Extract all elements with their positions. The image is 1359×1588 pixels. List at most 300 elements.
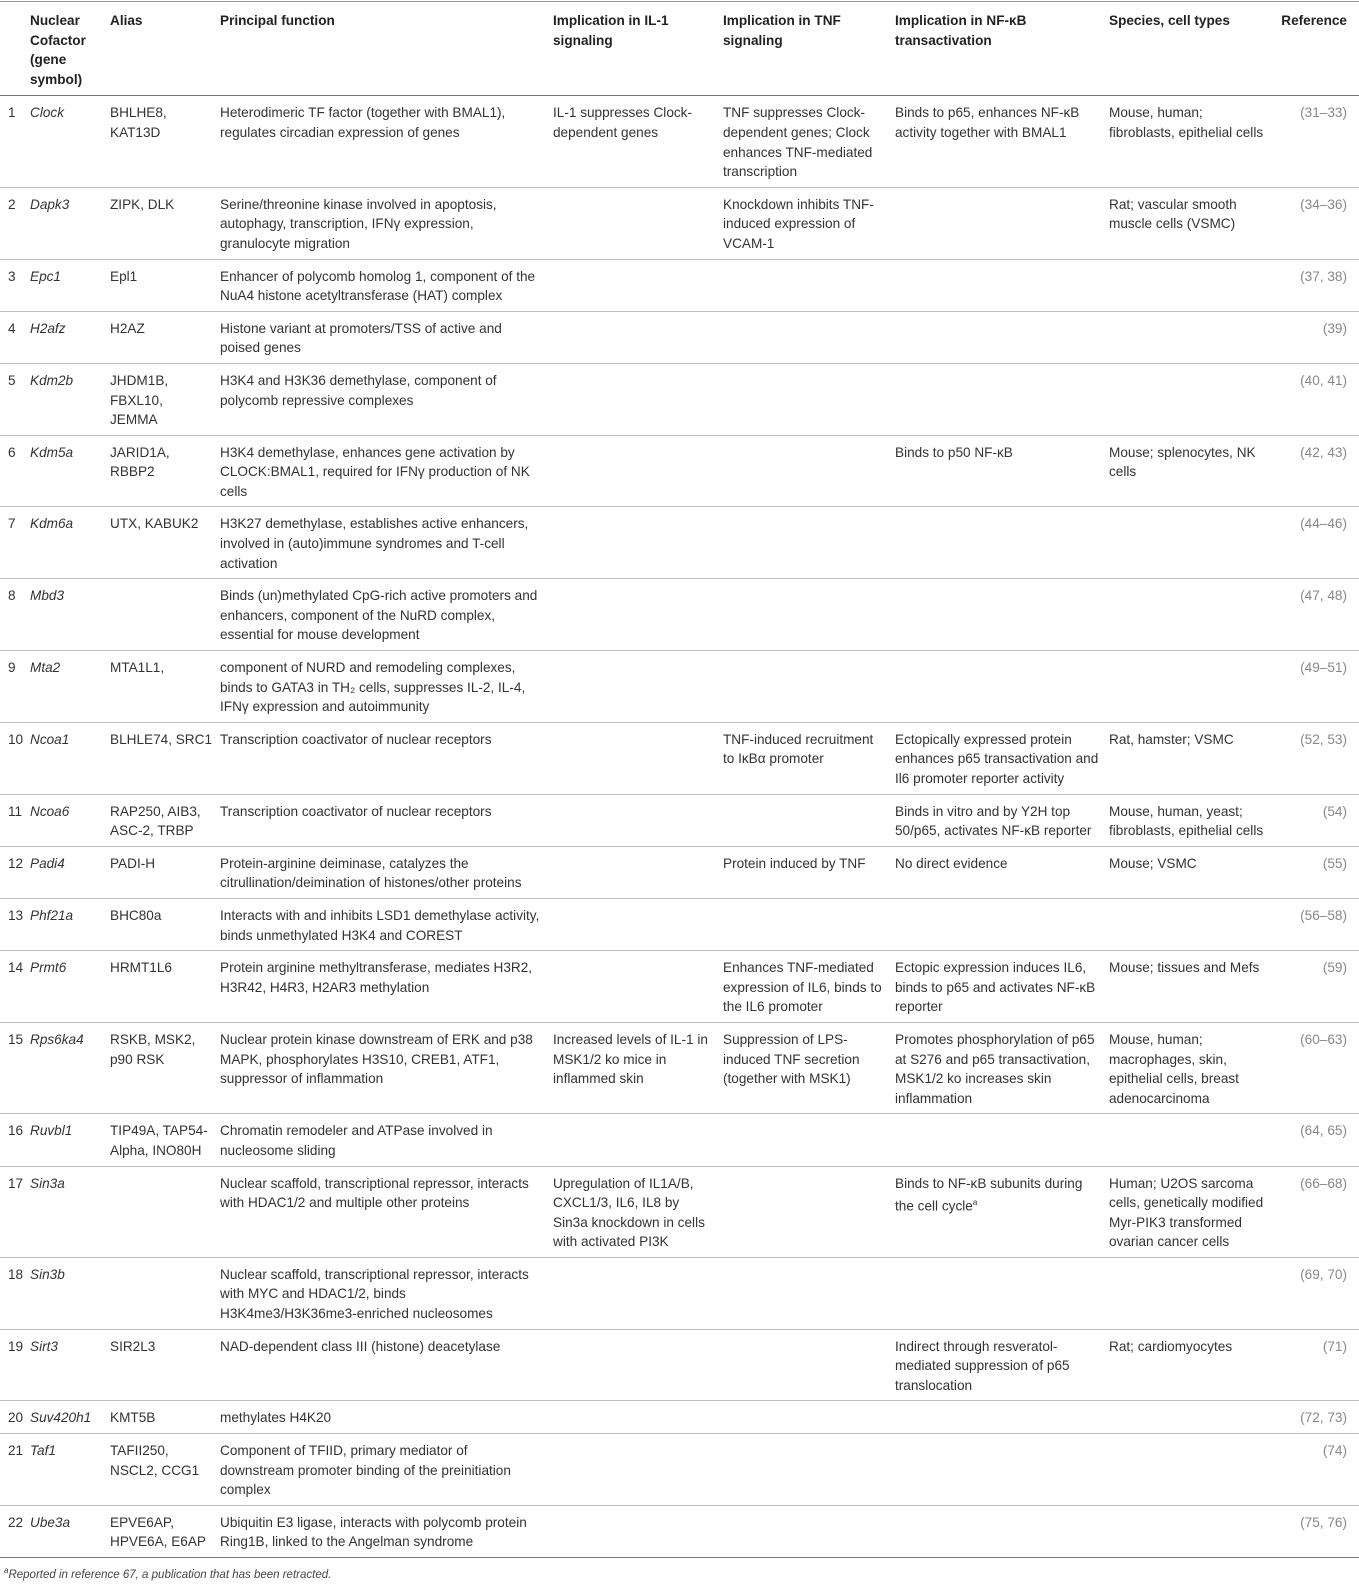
function-cell: [216, 1257, 549, 1329]
alias-cell-text: RAP250, AIB3, ASC-2, TRBP: [110, 803, 201, 839]
row-number-text: 3: [8, 268, 16, 284]
reference-cell-text: (52, 53): [1300, 731, 1347, 747]
nfkb-cell: [891, 507, 1105, 579]
species-cell: [1105, 951, 1268, 1023]
alias-cell: [106, 259, 216, 311]
nfkb-cell: [891, 1166, 1105, 1257]
reference-cell-text: (59): [1322, 960, 1347, 976]
function-cell-text: H3K27 demethylase, establishes active enhancers, involved in (auto)immune syndromes and T-cell activation: [220, 516, 529, 571]
row-number: [0, 96, 26, 187]
gene-symbol-text: Phf21a: [30, 907, 74, 923]
alias-cell: [106, 579, 216, 651]
function-cell: [216, 951, 549, 1023]
species-cell: [1105, 1505, 1268, 1557]
function-cell: [216, 846, 549, 898]
reference-cell-text: (39): [1322, 320, 1347, 336]
reference-cell: [1268, 794, 1359, 846]
function-cell-text: Chromatin remodeler and ATPase involved in nucleosome sliding: [220, 1123, 493, 1158]
il1-cell: [549, 259, 719, 311]
gene-symbol: [26, 1434, 106, 1506]
row-number-text: 9: [8, 660, 16, 676]
species-cell: [1105, 435, 1268, 507]
reference-cell-text: (42, 43): [1300, 444, 1347, 460]
function-cell: [216, 363, 549, 435]
tnf-cell: [719, 311, 891, 363]
reference-cell: [1268, 722, 1359, 794]
gene-symbol: [26, 651, 106, 723]
reference-cell-text: (54): [1322, 803, 1347, 819]
gene-symbol: [26, 1505, 106, 1557]
gene-symbol: [26, 898, 106, 950]
nfkb-cell-text: Ectopic expression induces IL6, binds to p65 and activates NF-κB reporter: [895, 960, 1096, 1015]
function-cell-text: Ubiquitin E3 ligase, interacts with polycomb protein Ring1B, linked to the Angelman syndrome: [220, 1514, 527, 1550]
reference-cell: [1268, 435, 1359, 507]
row-number-text: 8: [8, 588, 16, 604]
species-cell: [1105, 1401, 1268, 1434]
nfkb-cell: [891, 363, 1105, 435]
tnf-cell: [719, 507, 891, 579]
function-cell: [216, 794, 549, 846]
alias-cell-text: BHC80a: [110, 907, 162, 923]
gene-symbol: [26, 579, 106, 651]
function-cell: [216, 1022, 549, 1113]
tnf-cell-text: Suppression of LPS-induced TNF secretion (together with MSK1): [723, 1031, 860, 1087]
tnf-cell: [719, 1401, 891, 1434]
function-cell-text: Protein arginine methyltransferase, mediates H3R2, H3R42, H4R3, H2AR3 methylation: [220, 960, 533, 995]
gene-symbol-text: Taf1: [30, 1443, 56, 1459]
row-number-text: 16: [8, 1123, 24, 1139]
table-row: [0, 363, 1359, 435]
species-cell-text: Mouse, human; macrophages, skin, epithelial cells, breast adenocarcinoma: [1109, 1031, 1239, 1106]
il1-cell: [549, 1114, 719, 1166]
nfkb-cell: [891, 187, 1105, 259]
gene-symbol-text: Sin3a: [30, 1175, 65, 1191]
reference-cell-text: (31–33): [1300, 105, 1347, 121]
function-cell-text: Interacts with and inhibits LSD1 demethylase activity, binds unmethylated H3K4 and COREST: [220, 907, 540, 943]
alias-cell: [106, 435, 216, 507]
gene-symbol: [26, 1022, 106, 1113]
species-cell: [1105, 1166, 1268, 1257]
header-species: Species, cell types: [1105, 2, 1268, 96]
header-tnf: Implication in TNF signaling: [719, 2, 891, 96]
gene-symbol: [26, 435, 106, 507]
alias-cell: [106, 507, 216, 579]
species-cell: [1105, 651, 1268, 723]
header-alias: Alias: [106, 2, 216, 96]
table-row: [0, 898, 1359, 950]
il1-cell: [549, 1257, 719, 1329]
table-row: [0, 651, 1359, 723]
il1-cell: [549, 579, 719, 651]
gene-symbol: [26, 1401, 106, 1434]
reference-cell: [1268, 187, 1359, 259]
alias-cell: [106, 1166, 216, 1257]
table-row: [0, 1166, 1359, 1257]
reference-cell-text: (60–63): [1300, 1031, 1347, 1047]
reference-cell-text: (49–51): [1300, 660, 1347, 676]
function-cell: [216, 435, 549, 507]
species-cell: [1105, 898, 1268, 950]
il1-cell: [549, 722, 719, 794]
reference-cell-text: (34–36): [1300, 196, 1347, 212]
gene-symbol-text: Sin3b: [30, 1266, 65, 1282]
gene-symbol: [26, 1114, 106, 1166]
row-number-text: 11: [8, 803, 23, 819]
nfkb-cell: [891, 951, 1105, 1023]
il1-cell: [549, 898, 719, 950]
alias-cell-text: TAFII250, NSCL2, CCG1: [110, 1443, 200, 1478]
alias-cell: [106, 794, 216, 846]
species-cell-text: Mouse; tissues and Mefs: [1109, 960, 1260, 976]
tnf-cell: [719, 579, 891, 651]
nfkb-cell: [891, 1257, 1105, 1329]
row-number-text: 17: [8, 1175, 24, 1191]
alias-cell-text: Epl1: [110, 268, 138, 284]
gene-symbol-text: Dapk3: [30, 196, 70, 212]
il1-cell: [549, 1329, 719, 1401]
row-number: [0, 651, 26, 723]
gene-symbol: [26, 507, 106, 579]
reference-cell-text: (40, 41): [1300, 372, 1347, 388]
row-number-text: 22: [8, 1514, 24, 1530]
reference-cell-text: (69, 70): [1300, 1266, 1347, 1282]
alias-cell: [106, 1434, 216, 1506]
row-number: [0, 722, 26, 794]
species-cell-text: Mouse, human, yeast; fibroblasts, epithelial cells: [1109, 803, 1264, 839]
species-cell-text: Rat, hamster; VSMC: [1109, 731, 1234, 747]
function-cell: [216, 898, 549, 950]
gene-symbol-text: Ncoa1: [30, 731, 70, 747]
row-number-text: 6: [8, 444, 16, 460]
il1-cell: [549, 96, 719, 187]
gene-symbol: [26, 722, 106, 794]
header-nfkb: Implication in NF-κB transactivation: [891, 2, 1105, 96]
species-cell: [1105, 794, 1268, 846]
il1-cell: [549, 435, 719, 507]
table-row: [0, 311, 1359, 363]
function-cell-text: H3K4 demethylase, enhances gene activation by CLOCK:BMAL1, required for IFNγ production of NK cells: [220, 444, 530, 499]
gene-symbol: [26, 951, 106, 1023]
tnf-cell: [719, 722, 891, 794]
tnf-cell: [719, 1434, 891, 1506]
species-cell: [1105, 507, 1268, 579]
tnf-cell: [719, 1329, 891, 1401]
reference-cell-text: (55): [1322, 855, 1347, 871]
tnf-cell: [719, 1114, 891, 1166]
function-cell-text: Nuclear scaffold, transcriptional repressor, interacts with MYC and HDAC1/2, binds H3K4me3/H3K36me3-enriched nucleosomes: [220, 1266, 529, 1322]
row-number: [0, 579, 26, 651]
row-number-text: 13: [8, 907, 24, 923]
nfkb-cell: [891, 259, 1105, 311]
alias-cell-text: MTA1L1,: [110, 660, 165, 676]
reference-cell: [1268, 363, 1359, 435]
function-cell-text: NAD-dependent class III (histone) deacetylase: [220, 1338, 501, 1354]
reference-cell: [1268, 579, 1359, 651]
species-cell: [1105, 1329, 1268, 1401]
gene-symbol: [26, 187, 106, 259]
species-cell-text: Mouse, human; fibroblasts, epithelial cells: [1109, 105, 1264, 140]
document-page: [0, 1, 1359, 1588]
gene-symbol: [26, 846, 106, 898]
il1-cell: [549, 1434, 719, 1506]
table-row: [0, 579, 1359, 651]
gene-symbol-text: Kdm5a: [30, 444, 74, 460]
row-number-text: 21: [8, 1443, 24, 1459]
row-number-text: 10: [8, 731, 24, 747]
row-number-text: 15: [8, 1031, 24, 1047]
alias-cell-text: H2AZ: [110, 320, 145, 336]
function-cell-text: Nuclear scaffold, transcriptional repressor, interacts with HDAC1/2 and multiple other proteins: [220, 1175, 529, 1211]
nfkb-cell-text: Ectopically expressed protein enhances p65 transactivation and Il6 promoter reporter activity: [895, 731, 1099, 786]
gene-symbol-text: Rps6ka4: [30, 1031, 84, 1047]
nfkb-cell: [891, 1022, 1105, 1113]
nfkb-cell-text: Indirect through resveratol-mediated suppression of p65 translocation: [895, 1338, 1070, 1393]
function-cell: [216, 507, 549, 579]
function-cell-text: Heterodimeric TF factor (together with BMAL1), regulates circadian expression of genes: [220, 105, 506, 140]
table-row: [0, 1257, 1359, 1329]
function-cell: [216, 1114, 549, 1166]
row-number-text: 18: [8, 1266, 24, 1282]
table-body: [0, 96, 1359, 1558]
species-cell: [1105, 722, 1268, 794]
alias-cell: [106, 96, 216, 187]
row-number: [0, 1022, 26, 1113]
row-number-text: 2: [8, 196, 16, 212]
function-cell: [216, 96, 549, 187]
function-cell-text: methylates H4K20: [220, 1410, 332, 1426]
table-row: [0, 1114, 1359, 1166]
tnf-cell: [719, 259, 891, 311]
species-cell: [1105, 187, 1268, 259]
nfkb-cell: [891, 1505, 1105, 1557]
species-cell: [1105, 579, 1268, 651]
reference-cell-text: (71): [1322, 1338, 1347, 1354]
alias-cell-text: RSKB, MSK2, p90 RSK: [110, 1031, 196, 1067]
il1-cell: [549, 651, 719, 723]
table-row: [0, 435, 1359, 507]
row-number-text: 1: [8, 105, 16, 121]
il1-cell-text: Increased levels of IL-1 in MSK1/2 ko mice in inflammed skin: [553, 1031, 708, 1087]
footnote-text: Reported in reference 67, a publication that has been retracted.: [8, 1568, 332, 1581]
reference-cell-text: (44–46): [1300, 516, 1347, 532]
alias-cell-text: SIR2L3: [110, 1338, 156, 1354]
table-header-row: [0, 2, 1359, 96]
row-number: [0, 363, 26, 435]
gene-symbol: [26, 1166, 106, 1257]
tnf-cell: [719, 96, 891, 187]
alias-cell: [106, 187, 216, 259]
alias-cell-text: JHDM1B, FBXL10, JEMMA: [110, 372, 169, 428]
species-cell: [1105, 363, 1268, 435]
reference-cell: [1268, 1401, 1359, 1434]
species-cell-text: Human; U2OS sarcoma cells, genetically modified Myr-PIK3 transformed ovarian cancer cells: [1109, 1175, 1264, 1250]
nfkb-cell-text: Binds to NF-κB subunits during the cell cycle: [895, 1175, 1083, 1214]
tnf-cell-text: Knockdown inhibits TNF-induced expression of VCAM-1: [723, 196, 874, 251]
table-row: [0, 187, 1359, 259]
alias-cell-text: EPVE6AP, HPVE6A, E6AP: [110, 1514, 206, 1550]
gene-symbol: [26, 311, 106, 363]
function-cell: [216, 259, 549, 311]
table-row: [0, 1401, 1359, 1434]
gene-symbol-text: Ncoa6: [30, 803, 70, 819]
il1-cell: [549, 846, 719, 898]
tnf-cell: [719, 1505, 891, 1557]
table-row: [0, 794, 1359, 846]
function-cell-text: Serine/threonine kinase involved in apoptosis, autophagy, transcription, IFNγ expression, granulocyte migration: [220, 196, 497, 251]
nfkb-cell: [891, 435, 1105, 507]
cofactor-table: [0, 1, 1359, 1558]
nfkb-cell: [891, 96, 1105, 187]
header-il1: Implication in IL-1 signaling: [549, 2, 719, 96]
table-row: [0, 259, 1359, 311]
gene-symbol-text: Sirt3: [30, 1338, 58, 1354]
alias-cell: [106, 311, 216, 363]
reference-cell-text: (72, 73): [1300, 1410, 1347, 1426]
header-gene: Nuclear Cofactor (gene symbol): [26, 2, 106, 96]
alias-cell: [106, 1022, 216, 1113]
row-number: [0, 259, 26, 311]
table-row: [0, 951, 1359, 1023]
alias-cell-text: JARID1A, RBBP2: [110, 444, 170, 480]
reference-cell-text: (75, 76): [1300, 1514, 1347, 1530]
footnote: [0, 1558, 1359, 1588]
reference-cell: [1268, 1257, 1359, 1329]
alias-cell: [106, 951, 216, 1023]
il1-cell: [549, 311, 719, 363]
reference-cell: [1268, 898, 1359, 950]
reference-cell: [1268, 1434, 1359, 1506]
footnote-marker: a: [4, 1566, 9, 1575]
tnf-cell-text: TNF-induced recruitment to IκBα promoter: [723, 731, 874, 767]
alias-cell-text: TIP49A, TAP54-Alpha, INO80H: [110, 1123, 208, 1158]
header-number: [0, 2, 26, 96]
table-row: [0, 846, 1359, 898]
gene-symbol: [26, 259, 106, 311]
gene-symbol-text: Kdm2b: [30, 372, 74, 388]
row-number: [0, 1257, 26, 1329]
gene-symbol-text: Clock: [30, 105, 64, 121]
table-row: [0, 722, 1359, 794]
tnf-cell: [719, 898, 891, 950]
il1-cell-text: IL-1 suppresses Clock-dependent genes: [553, 105, 693, 140]
nfkb-cell: [891, 1401, 1105, 1434]
tnf-cell: [719, 1257, 891, 1329]
alias-cell: [106, 651, 216, 723]
nfkb-cell: [891, 846, 1105, 898]
nfkb-cell: [891, 311, 1105, 363]
il1-cell: [549, 1505, 719, 1557]
alias-cell: [106, 1401, 216, 1434]
alias-cell: [106, 898, 216, 950]
species-cell: [1105, 1434, 1268, 1506]
table-row: [0, 1022, 1359, 1113]
row-number-text: 14: [8, 960, 24, 976]
function-cell-text: Histone variant at promoters/TSS of active and poised genes: [220, 320, 502, 356]
species-cell: [1105, 1022, 1268, 1113]
il1-cell: [549, 363, 719, 435]
species-cell: [1105, 96, 1268, 187]
il1-cell-text: Upregulation of IL1A/B, CXCL1/3, IL6, IL8 by Sin3a knockdown in cells with activated PI3K: [553, 1175, 705, 1250]
il1-cell: [549, 1022, 719, 1113]
row-number-text: 5: [8, 372, 16, 388]
row-number-text: 7: [8, 516, 16, 532]
row-number: [0, 1329, 26, 1401]
il1-cell: [549, 1166, 719, 1257]
alias-cell: [106, 1257, 216, 1329]
row-number-text: 12: [8, 855, 24, 871]
row-number: [0, 846, 26, 898]
gene-symbol: [26, 363, 106, 435]
gene-symbol-text: Mta2: [30, 660, 61, 676]
alias-cell: [106, 846, 216, 898]
gene-symbol-text: Padi4: [30, 855, 65, 871]
tnf-cell: [719, 363, 891, 435]
function-cell: [216, 1434, 549, 1506]
reference-cell-text: (64, 65): [1300, 1123, 1347, 1139]
row-number: [0, 1434, 26, 1506]
reference-cell: [1268, 507, 1359, 579]
gene-symbol-text: Suv420h1: [30, 1410, 92, 1426]
il1-cell: [549, 1401, 719, 1434]
species-cell-text: Mouse; VSMC: [1109, 855, 1197, 871]
species-cell-text: Mouse; splenocytes, NK cells: [1109, 444, 1256, 480]
function-cell: [216, 187, 549, 259]
row-number-text: 19: [8, 1338, 24, 1354]
row-number-text: 20: [8, 1410, 24, 1426]
species-cell: [1105, 1114, 1268, 1166]
reference-cell-text: (56–58): [1300, 907, 1347, 923]
function-cell-text: Component of TFIID, primary mediator of downstream promoter binding of the preinitiation complex: [220, 1443, 511, 1498]
nfkb-cell: [891, 794, 1105, 846]
row-number: [0, 1505, 26, 1557]
tnf-cell-text: Enhances TNF-mediated expression of IL6, binds to the IL6 promoter: [723, 960, 882, 1015]
function-cell-text: component of NURD and remodeling complexes, binds to GATA3 in TH₂ cells, suppresses IL-2, IL-4, IFNγ expression and autoimmunity: [220, 660, 526, 715]
alias-cell-text: UTX, KABUK2: [110, 516, 199, 532]
table-row: [0, 1505, 1359, 1557]
nfkb-cell-text: Promotes phosphorylation of p65 at S276 and p65 transactivation, MSK1/2 ko increases skin inflammation: [895, 1031, 1095, 1106]
table-row: [0, 96, 1359, 187]
alias-cell-text: BLHLE74, SRC1: [110, 731, 213, 747]
row-number: [0, 1114, 26, 1166]
row-number-text: 4: [8, 320, 16, 336]
alias-cell: [106, 1329, 216, 1401]
gene-symbol: [26, 1329, 106, 1401]
function-cell: [216, 311, 549, 363]
tnf-cell: [719, 846, 891, 898]
row-number: [0, 311, 26, 363]
tnf-cell: [719, 794, 891, 846]
header-function: Principal function: [216, 2, 549, 96]
il1-cell: [549, 951, 719, 1023]
species-cell: [1105, 1257, 1268, 1329]
alias-cell: [106, 1114, 216, 1166]
il1-cell: [549, 794, 719, 846]
il1-cell: [549, 507, 719, 579]
alias-cell-text: ZIPK, DLK: [110, 196, 175, 212]
reference-cell: [1268, 1114, 1359, 1166]
reference-cell: [1268, 1505, 1359, 1557]
nfkb-cell: [891, 898, 1105, 950]
gene-symbol: [26, 96, 106, 187]
function-cell: [216, 722, 549, 794]
nfkb-cell: [891, 651, 1105, 723]
function-cell-text: Nuclear protein kinase downstream of ERK and p38 MAPK, phosphorylates H3S10, CREB1, ATF1, suppressor of inflammation: [220, 1031, 533, 1087]
reference-cell: [1268, 846, 1359, 898]
reference-cell-text: (37, 38): [1300, 268, 1347, 284]
nfkb-cell: [891, 1434, 1105, 1506]
gene-symbol-text: Prmt6: [30, 960, 67, 976]
alias-cell-text: KMT5B: [110, 1410, 156, 1426]
